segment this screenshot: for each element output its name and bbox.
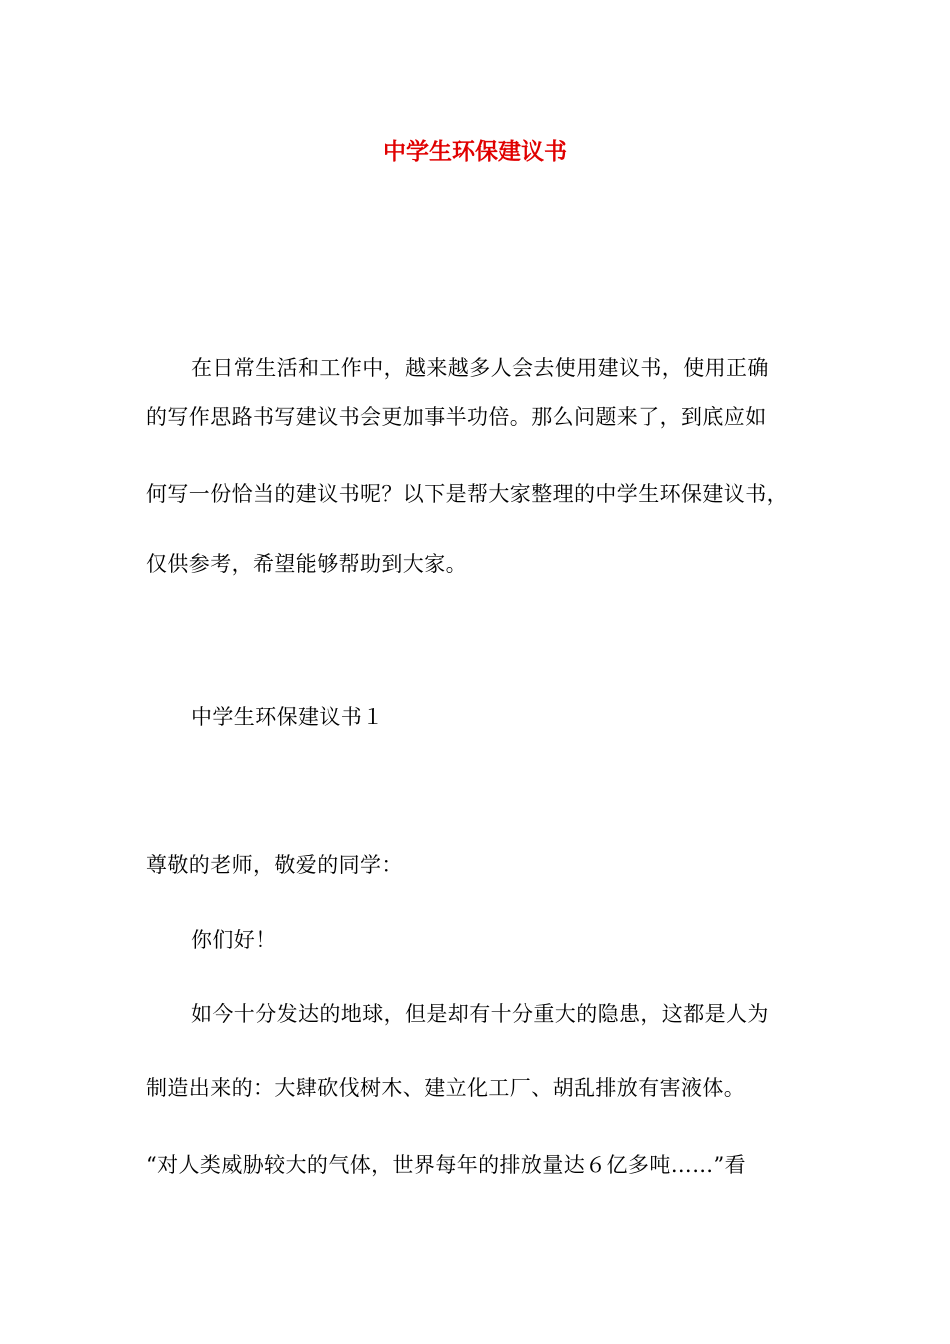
body-line-1: 如今十分发达的地球，但是却有十分重大的隐患，这都是人为 — [191, 1002, 769, 1026]
body-line-3: “对人类威胁较大的气体，世界每年的排放量达６亿多吨……”看 — [146, 1153, 747, 1177]
intro-line-2: 的写作思路书写建议书会更加事半功倍。那么问题来了，到底应如 — [146, 405, 767, 429]
section-heading: 中学生环保建议书１ — [191, 705, 384, 729]
body-line-2: 制造出来的：大肆砍伐树木、建立化工厂、胡乱排放有害液体。 — [146, 1076, 746, 1100]
intro-line-4: 仅供参考，希望能够帮助到大家。 — [146, 552, 467, 576]
salutation: 尊敬的老师，敬爱的同学： — [146, 853, 403, 877]
greeting: 你们好！ — [191, 928, 277, 952]
intro-line-3: 何写一份恰当的建议书呢？以下是帮大家整理的中学生环保建议书， — [146, 482, 788, 506]
document-title: 中学生环保建议书 — [383, 138, 567, 165]
intro-line-1: 在日常生活和工作中，越来越多人会去使用建议书，使用正确 — [191, 356, 769, 380]
